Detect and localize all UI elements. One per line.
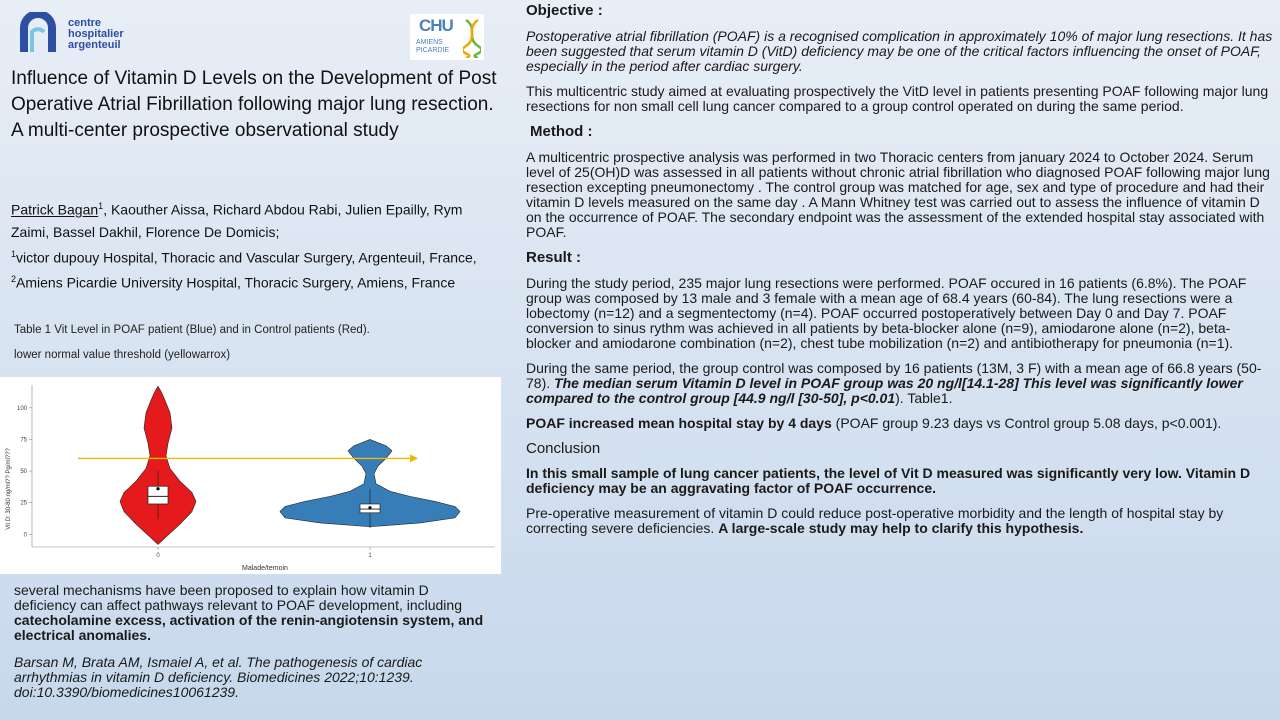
- chart-axes: [17, 385, 495, 559]
- sup-aff2: 2: [11, 274, 17, 285]
- vitamin-d-violin-chart: [0, 377, 501, 574]
- mechanism-plain: several mechanisms have been proposed to explain how vitamin D deficiency can affect pathways relevant to POAF development, including: [14, 582, 462, 613]
- chu-amiens-logo: [410, 14, 484, 60]
- author-block: [11, 195, 491, 294]
- logo-line-3: argenteuil: [68, 39, 121, 51]
- conclusion-p2-plain: Pre-operative measurement of vitamin D could reduce post-operative morbidity and the length of hospital stay by correcting severe deficiencies.: [526, 505, 1224, 536]
- result-p2-bold: The median serum Vitamin D level in POAF group was 20 ng/l[14.1-28] This level was significantly lower compared to the control group [44.9 ng/l [30-50], p<0.01: [526, 375, 1243, 406]
- conclusion-heading: Conclusion: [526, 440, 601, 457]
- threshold-caption: lower normal value threshold (yellowarrox): [14, 349, 231, 361]
- chart-marks: [78, 386, 460, 544]
- x-tick-label: 0: [156, 553, 160, 559]
- hospital-logo-text: [68, 18, 124, 51]
- y-axis-label: Vit D: 30-80 ng/ml?? Pg/ml???: [6, 448, 12, 530]
- sup-1: 1: [98, 201, 104, 211]
- method-paragraph: A multicentric prospective analysis was performed in two Thoracic centers from january 2024 to October 2024. Serum level of 25(OH)D was assessed in all patients without chronic atrial fibrillation who diagnosed POAF following major lung resection excepting pneumonectomy . The control group was matched for age, sex and type of procedure and had their vitamin D levels measured on the same day . A Mann Whitney test was carried out to assess the influence of vitamin D on the occurrence of POAF. The secondary endpoint was the assessment of the extended hospital stay associated with POAF.: [526, 149, 1270, 240]
- chu-logo-line-2: PICARDIE: [416, 47, 450, 54]
- affiliation-1: victor dupouy Hospital, Thoracic and Vascular Surgery, Argenteuil, France,: [16, 249, 477, 266]
- result-p2-tail: ). Table1.: [895, 390, 953, 406]
- affiliation-2: Amiens Picardie University Hospital, Thoracic Surgery, Amiens, France: [16, 274, 456, 291]
- result-paragraph-2: [526, 361, 1274, 406]
- poster-title: Influence of Vitamin D Levels on the Development of Post Operative Atrial Fibrillation following major lung resection. A multi-center prospective observational study: [11, 68, 497, 141]
- x-tick-label: 1: [368, 553, 372, 559]
- result-paragraph-1: During the study period, 235 major lung resections were performed. POAF occured in 16 patients (6.8%). The POAF group was composed by 13 male and 3 female with a mean age of 68.4 years (60-84). The lung resections were a lobectomy (n=12) and a segmentectomy (n=4). POAF occurred postoperatively between Day 0 and Day 7. POAF conversion to sinus rythm was achieved in all patients by beta-blocker alone (n=9), amiodarone alone (n=2), beta-blocker and amiodarone combination (n=2), chest tube mobilization (n=2) and antibiotherapy for pneumonia (n=1).: [526, 275, 1247, 351]
- y-tick-label: 25: [20, 500, 27, 507]
- objective-paragraph-1: Postoperative atrial fibrillation (POAF) is a recognised complication in approximately 10% of major lung resections. It has been suggested that serum vitamin D (VitD) deficiency may be one of the critical factors influencing the onset of POAF, especially in the period after cardiac surgery.: [526, 28, 1273, 74]
- result-p3-bold: POAF increased mean hospital stay by 4 days: [526, 415, 832, 431]
- dna-helix-icon: [463, 18, 481, 58]
- mean-dot-1: [368, 506, 371, 509]
- co-authors: , Kaouther Aissa, Richard Abdou Rabi, Julien Epailly, Rym Zaimi, Bassel Dakhil, Florence De Domicis;: [11, 201, 463, 240]
- table-caption: Table 1 Vit Level in POAF patient (Blue) and in Control patients (Red).: [14, 324, 370, 336]
- chu-logo-mark: CHU: [419, 16, 453, 35]
- y-tick-label: 75: [20, 437, 27, 444]
- first-author: Patrick Bagan: [11, 201, 99, 218]
- mechanism-bold: catecholamine excess, activation of the renin-angiotensin system, and electrical anomalies.: [14, 612, 484, 643]
- y-tick-label: 50: [20, 469, 27, 476]
- objective-heading: Objective :: [526, 2, 603, 19]
- result-paragraph-3: [526, 416, 1274, 431]
- right-column: [526, 3, 1274, 546]
- result-p3-plain: (POAF group 9.23 days vs Control group 5.08 days, p<0.001).: [831, 415, 1222, 431]
- method-heading: Method :: [530, 123, 593, 140]
- mean-dot-0: [156, 487, 159, 490]
- centre-hospitalier-argenteuil-logo: [18, 10, 138, 60]
- violin-plot: [0, 377, 501, 574]
- threshold-arrow-head: [410, 454, 418, 462]
- result-p2-plain: During the same period, the group control was composed by 16 patients (13M, 3 F) with a mean age of 66.8 years (50-78).: [526, 360, 1262, 391]
- objective-paragraph-2: This multicentric study aimed at evaluating prospectively the VitD level in patients presenting POAF following major lung resections for non small cell lung cancer compared to a group control operated on during the same period.: [526, 83, 1269, 114]
- y-tick-label: 0: [23, 532, 27, 539]
- mechanism-text: [14, 583, 494, 712]
- y-tick-label: 100: [16, 405, 27, 412]
- chu-logo-subtitle: [416, 39, 449, 55]
- mechanism-paragraph: [14, 583, 494, 643]
- logo-line-2: hospitalier: [68, 28, 124, 40]
- conclusion-paragraph-1: In this small sample of lung cancer patients, the level of Vit D measured was significantly very low. Vitamin D deficiency may be an aggravating factor of POAF occurrence.: [526, 465, 1251, 496]
- conclusion-paragraph-2: [526, 506, 1274, 536]
- sup-aff1: 1: [11, 248, 17, 259]
- chu-logo-line-1: AMIENS: [416, 39, 443, 46]
- x-axis-label: Malade/temoin: [242, 565, 288, 572]
- logo-line-1: centre: [68, 17, 102, 29]
- result-heading: Result :: [526, 249, 582, 266]
- hospital-logo-icon: [18, 12, 64, 56]
- reference-citation: Barsan M, Brata AM, Ismaiel A, et al. The pathogenesis of cardiac arrhythmias in vitamin D deficiency. Biomedicines 2022;10:1239. doi:10.3390/biomedicines10061239.: [14, 654, 423, 700]
- conclusion-p2-bold: A large-scale study may help to clarify this hypothesis.: [718, 520, 1084, 536]
- violin-0: [120, 386, 196, 544]
